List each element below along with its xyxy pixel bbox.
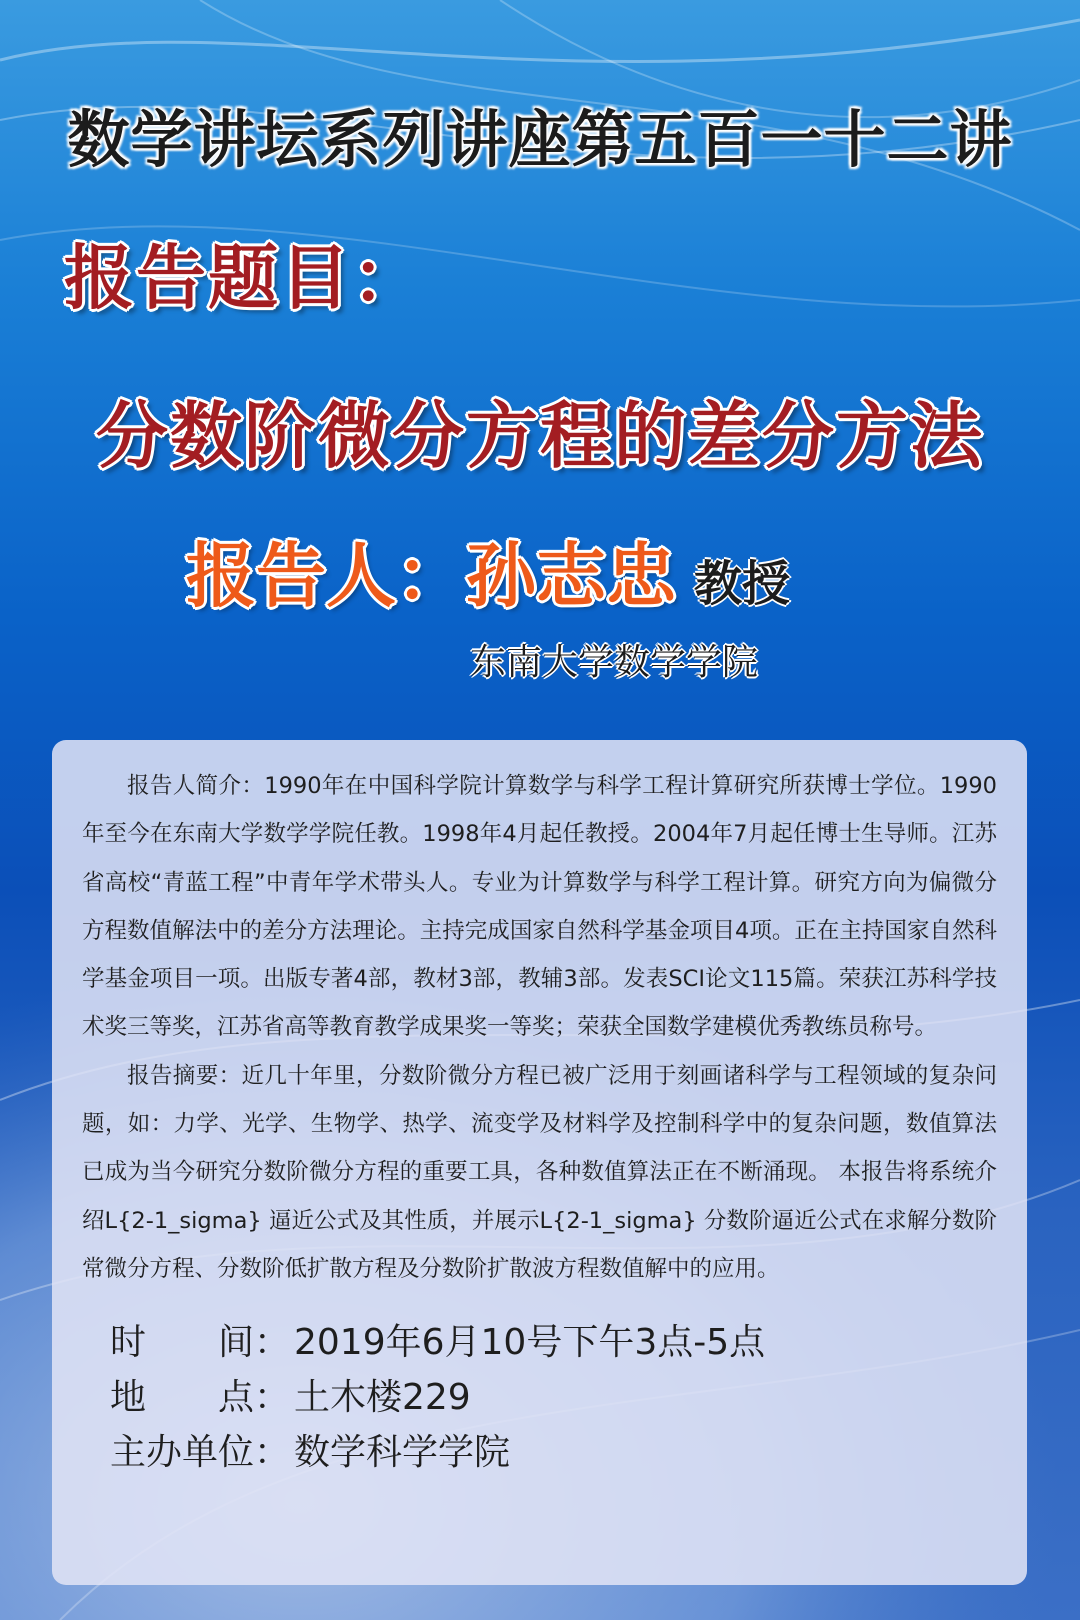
topic-label: 报告题目：: [64, 237, 424, 319]
topic-title: 分数阶微分方程的差分方法: [95, 394, 984, 478]
talk-abstract: 报告摘要：近几十年里，分数阶微分方程已被广泛用于刻画诸科学与工程领域的复杂问题，如：力学、光学、生物学、热学、流变学及材料学及控制科学中的复杂问题，数值算法已成为当今研究分数阶微分方程的重要工具，各种数值算法正在不断涌现。 本报告将系统介绍L{2-1_sigma} 逼近公式及其性质，并展示L{2-1_sigma} 分数阶逼近公式在求解分数阶常微分方程、分数阶低扩散方程及分数阶扩散波方程数值解中的应用。: [82, 1062, 997, 1282]
speaker-name: 孙志忠: [466, 535, 676, 617]
host-label: 主办单位：: [110, 1432, 291, 1474]
time-label: 时 间：: [110, 1322, 291, 1364]
speaker-line: [186, 520, 790, 621]
speaker-label: 报告人：: [186, 535, 466, 617]
event-details: [82, 1315, 997, 1480]
place-value: 土木楼229: [294, 1377, 471, 1419]
time-value: 2019年6月10号下午3点-5点: [294, 1322, 766, 1364]
host-value: 数学科学学院: [294, 1432, 511, 1474]
info-panel: [52, 740, 1027, 1585]
speaker-bio: 报告人简介：1990年在中国科学院计算数学与科学工程计算研究所获博士学位。1990年至今在东南大学数学学院任教。1998年4月起任教授。2004年7月起任博士生导师。江苏省高校“青蓝工程”中青年学术带头人。专业为计算数学与科学工程计算。研究方向为偏微分方程数值解法中的差分方法理论。主持完成国家自然科学基金项目4项。正在主持国家自然科学基金项目一项。出版专著4部，教材3部，教辅3部。发表SCI论文115篇。荣获江苏科学技术奖三等奖，江苏省高等教育教学成果奖一等奖；荣获全国数学建模优秀教练员称号。: [82, 773, 997, 1041]
speaker-title: 教授: [694, 556, 791, 612]
time-row: [82, 1315, 997, 1370]
series-title: 数学讲坛系列讲座第五百一十二讲: [67, 103, 1013, 176]
host-row: [82, 1425, 997, 1480]
place-row: [82, 1370, 997, 1425]
place-label: 地 点：: [110, 1377, 291, 1419]
speaker-affiliation: 东南大学数学学院: [470, 642, 759, 683]
